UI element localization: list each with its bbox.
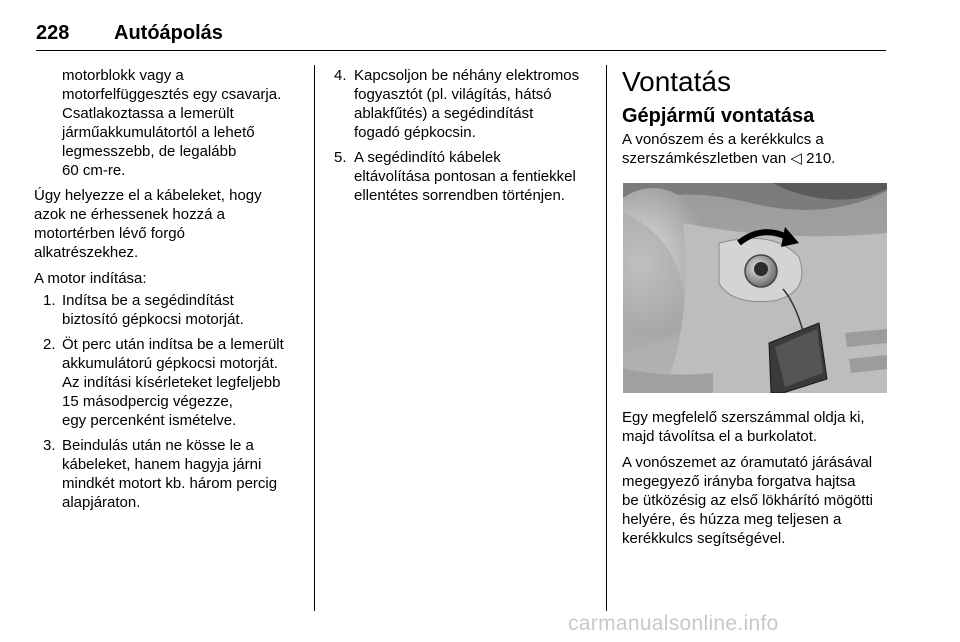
page-header [36,22,886,51]
towing-eye-install-paragraph: A vonószemet az óramutató járásával megegyező irányba forgatva hajtsa be ütközésig az első lökhárító mögötti helyére, és húzza meg teljesen a kerékkulcs segítségével. [622,454,873,547]
heading-vehicle-towing: Gépjármű vontatása [622,105,815,127]
column-2 [330,66,602,211]
list-item: 5. A segédindító kábelek eltávolítása pontosan a fentiekkel ellentétes sorrendben történjen. [334,149,576,204]
towing-eye-cover-illustration [622,182,888,394]
cover-removal-paragraph: Egy megfelelő szerszámmal oldja ki, majd távolítsa el a burkolatot. [622,409,865,445]
start-steps-list-cont [330,66,602,205]
watermark-text: carmanualsonline.info [568,612,779,635]
list-item: 1. Indítsa be a segédindítást biztosító gépkocsi motorját. [43,292,244,328]
towing-intro: A vonószem és a kerékkulcs a szerszámkészletben van ◁ 210. [622,131,836,167]
cable-placement-paragraph: Úgy helyezze el a kábeleket, hogy azok ne érhessenek hozzá a motortérben lévő forgó alkatrészekhez. [34,187,262,261]
column-1 [34,66,306,518]
triangle-ref-icon: ◁ [790,150,802,167]
page-number: 228 [36,22,70,44]
start-intro: A motor indítása: [34,270,147,287]
heading-towing: Vontatás [622,66,731,97]
list-item: 2. Öt perc után indítsa be a lemerült akkumulátorú gépkocsi motorját. Az indítási kísérleteket legfeljebb 15 másodpercig végezze, egy percenként ismételve. [43,336,284,429]
column-divider-2 [606,65,607,611]
column-3 [622,66,890,555]
list-item: 4. Kapcsoljon be néhány elektromos fogyasztót (pl. világítás, hátsó ablakfűtés) a segédindítást fogadó gépkocsin. [334,67,580,141]
section-title: Autóápolás [114,22,223,44]
list-item: 3. Beindulás után ne kösse le a kábeleket, hanem hagyja járni mindkét motort kb. három percig alapjáraton. [43,437,278,511]
page-reference: 210. [806,150,836,167]
continued-step-text: motorblokk vagy a motorfelfüggesztés egy csavarja. Csatlakoztassa a lemerült járműakkumulátortól a lehető legmesszebb, de legalább 60 cm-re. [62,67,282,179]
start-steps-list [34,291,306,512]
column-divider-1 [314,65,315,611]
